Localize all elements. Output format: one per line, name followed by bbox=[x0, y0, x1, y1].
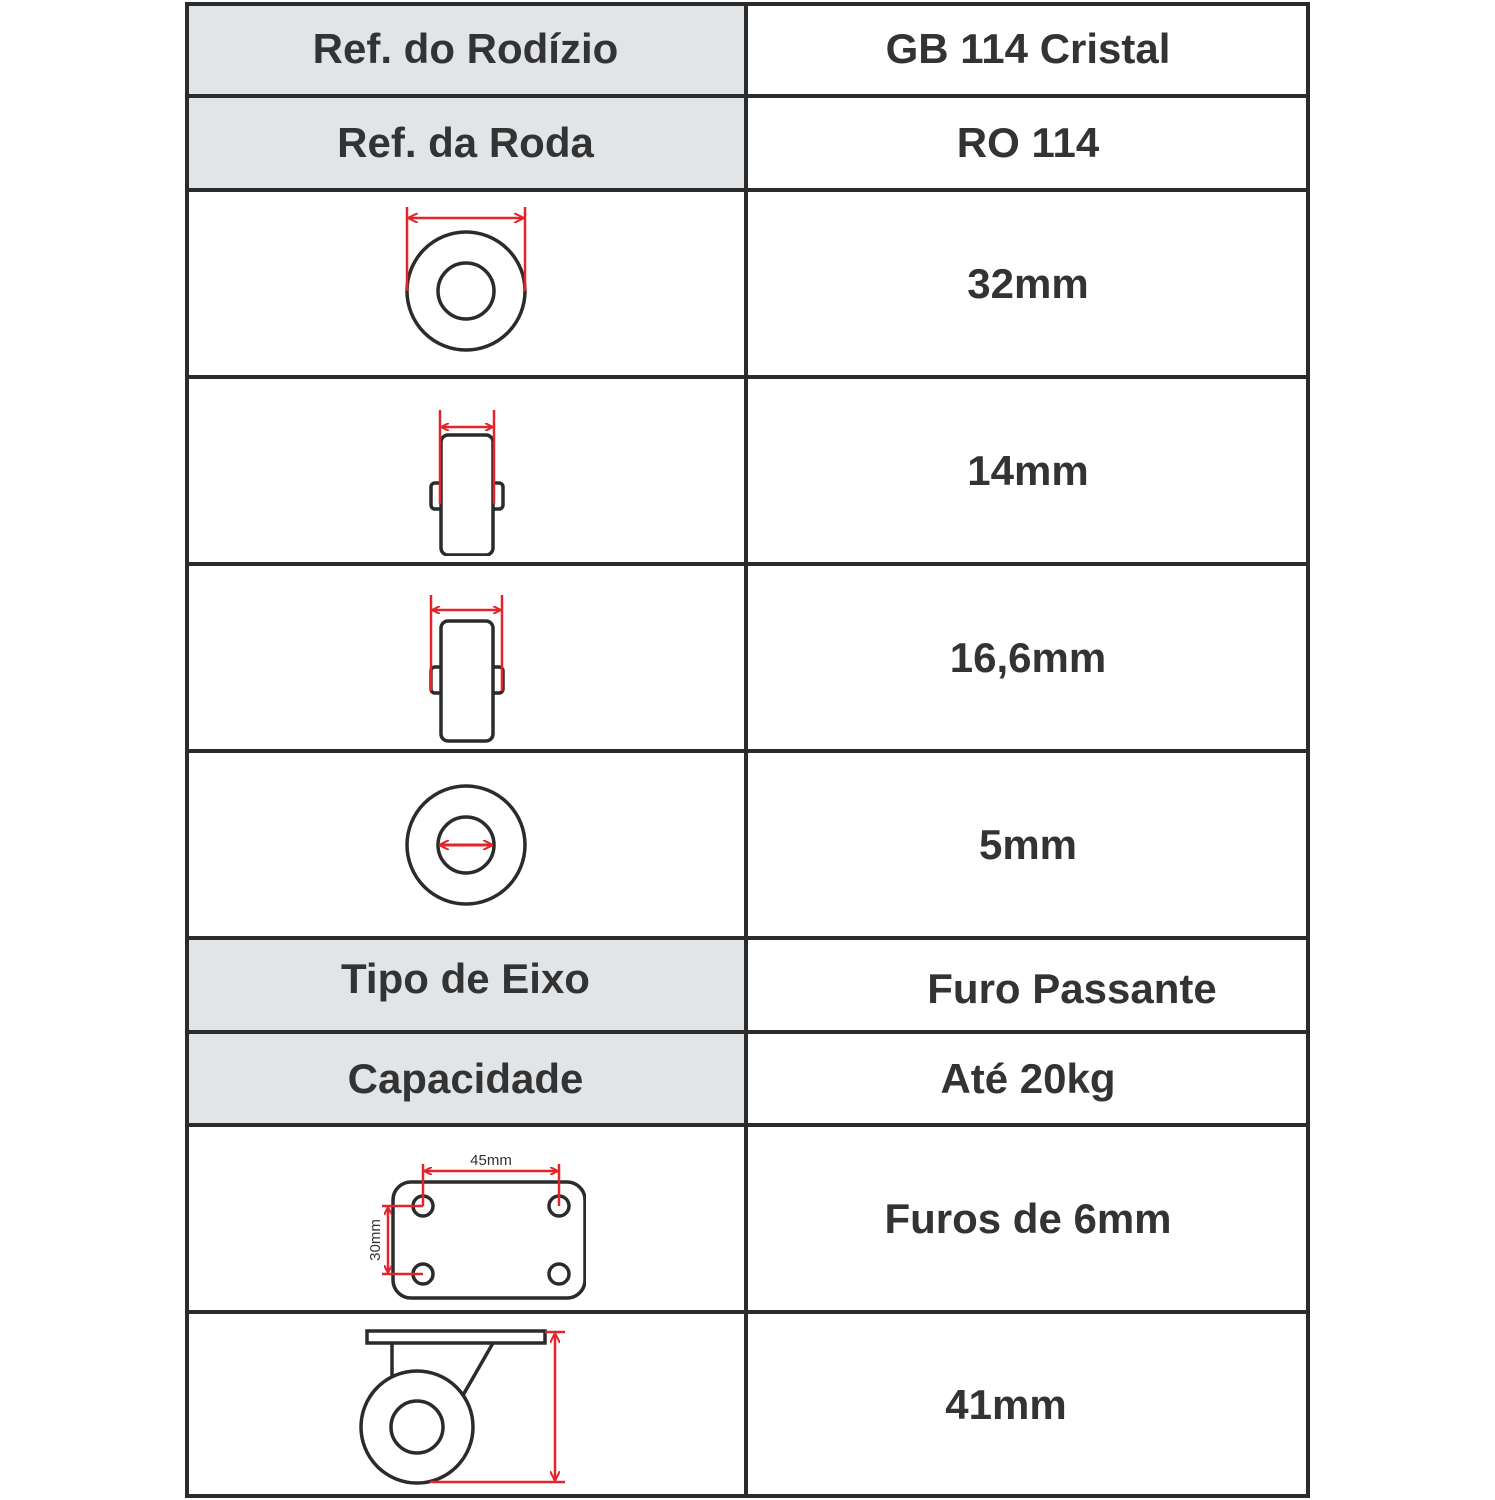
fork-width-value: 16,6mm bbox=[949, 633, 1107, 681]
table-row bbox=[185, 190, 1310, 377]
table-row bbox=[185, 751, 1310, 938]
value-cell bbox=[746, 1125, 1310, 1312]
fork-width-icon bbox=[416, 573, 516, 743]
value-cell bbox=[746, 751, 1310, 938]
label-cell bbox=[185, 938, 746, 1032]
wheel-width-icon bbox=[416, 386, 516, 556]
value-cell bbox=[746, 190, 1310, 377]
axle-hole-value: 5mm bbox=[978, 820, 1078, 868]
table-row bbox=[185, 1125, 1310, 1312]
capacity-value: Até 20kg bbox=[940, 1054, 1116, 1102]
table-row bbox=[185, 377, 1310, 564]
table-row bbox=[185, 938, 1310, 1032]
wheel-ref-label: Ref. da Roda bbox=[337, 119, 594, 166]
total-height-icon bbox=[185, 1312, 746, 1498]
icon-cell bbox=[185, 564, 746, 751]
capacity-label: Capacidade bbox=[347, 1054, 584, 1102]
table-row bbox=[185, 1032, 1310, 1125]
mounting-holes-value: Furos de 6mm bbox=[884, 1194, 1172, 1242]
value-cell bbox=[746, 1312, 1310, 1498]
plate-height-label: 30mm bbox=[366, 1218, 384, 1261]
value-cell bbox=[746, 1032, 1310, 1125]
plate-width-label: 45mm bbox=[469, 1151, 512, 1169]
wheel-diameter-icon bbox=[386, 199, 546, 369]
table-row bbox=[185, 96, 1310, 190]
label-cell bbox=[185, 2, 746, 96]
wheel-diameter-value: 32mm bbox=[967, 259, 1089, 307]
table-row bbox=[185, 2, 1310, 96]
total-height-value: 41mm bbox=[945, 1381, 1067, 1428]
axle-hole-icon bbox=[401, 780, 531, 910]
icon-cell bbox=[185, 1312, 746, 1498]
caster-ref-label: Ref. do Rodízio bbox=[312, 25, 619, 72]
wheel-ref-value: RO 114 bbox=[956, 119, 1100, 166]
value-cell bbox=[746, 377, 1310, 564]
icon-cell bbox=[185, 377, 746, 564]
value-cell bbox=[746, 96, 1310, 190]
wheel-width-value: 14mm bbox=[967, 446, 1089, 494]
icon-cell bbox=[185, 1125, 746, 1312]
mounting-plate-icon bbox=[346, 1134, 586, 1304]
value-cell bbox=[746, 564, 1310, 751]
table-row bbox=[185, 564, 1310, 751]
spec-table bbox=[185, 2, 1310, 1498]
axle-type-label: Tipo de Eixo bbox=[341, 955, 590, 1002]
value-cell bbox=[746, 2, 1310, 96]
icon-cell bbox=[185, 751, 746, 938]
label-cell bbox=[185, 96, 746, 190]
label-cell bbox=[185, 1032, 746, 1125]
table-row bbox=[185, 1312, 1310, 1498]
caster-ref-value: GB 114 Cristal bbox=[885, 25, 1171, 72]
axle-type-value: Furo Passante bbox=[927, 965, 1217, 1012]
icon-cell bbox=[185, 190, 746, 377]
value-cell bbox=[746, 938, 1310, 1032]
